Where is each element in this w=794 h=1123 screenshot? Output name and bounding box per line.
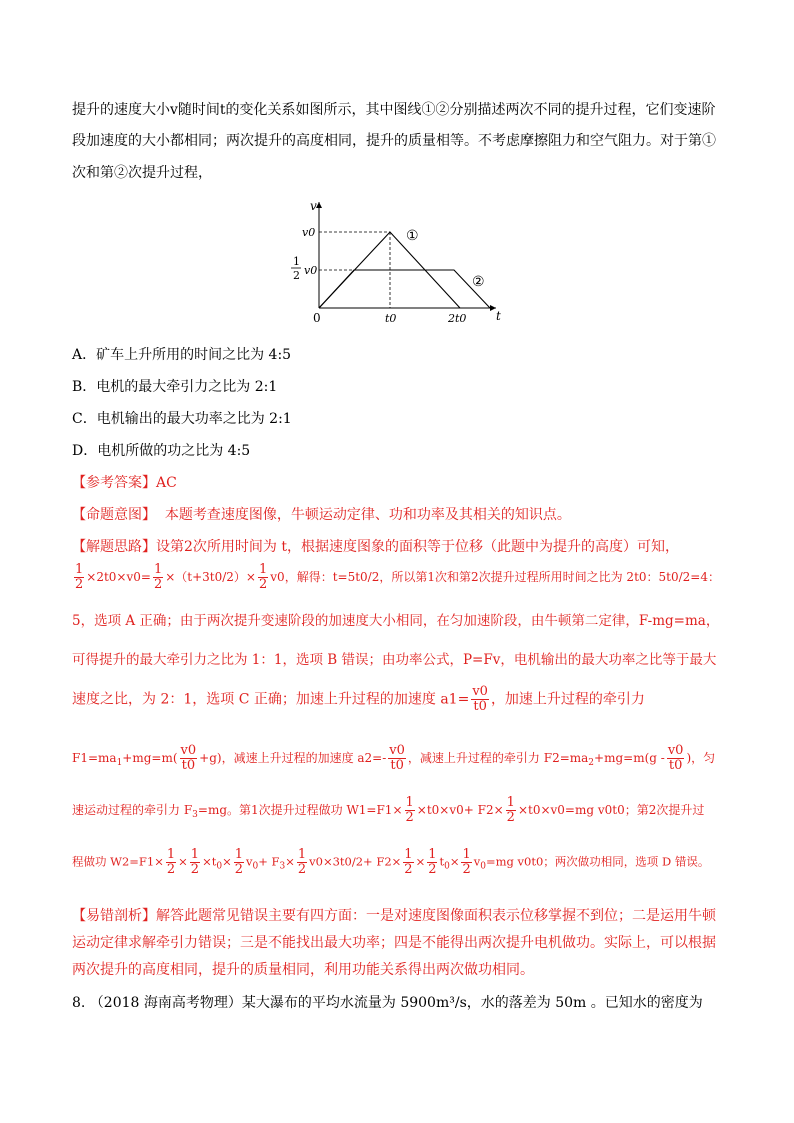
- intent-line: [72, 505, 726, 525]
- analysis-line-1: 【解题思路】设第2次所用时间为 t，根据速度图象的面积等于位移（此题中为提升的高度）可知，: [72, 539, 679, 555]
- x-tick-2t0: 2t0: [448, 312, 467, 325]
- mistakes-tag: 【易错剖析】: [72, 908, 156, 924]
- analysis-line-7: 速运动过程的牵引力 $F_3=mg$。第1次提升过程做功 W1=F1× $\frac{1}{2}$ ×t0×v0+ F2× $\frac{1}{2}$ ×t0×v0=mg v0t0；第2次提升过: [72, 795, 705, 825]
- y-tick-half-den: 2: [293, 269, 300, 282]
- next-question: 8. （2018 海南高考物理）某大瀑布的平均水流量为 5900m³/s，水的落差为 50m 。已知水的密度为: [72, 995, 703, 1011]
- y-axis-label: v: [310, 199, 317, 213]
- option-c: C．电机输出的最大功率之比为 2:1: [72, 411, 292, 427]
- intro-line-1: 提升的速度大小v随时间t的变化关系如图所示，其中图线①②分别描述两次不同的提升过程，它们变速阶: [72, 102, 716, 118]
- y-tick-half-v0: v0: [304, 264, 318, 277]
- analysis-line-8: 程做功 W2=F1× $\frac{1}{2}$ × $\frac{1}{2}$ $\times t_0\times$ $\frac{1}{2}$ $v_0+ F_3\times$ $\frac{1}{2}$ v0×3t0/2+ F2× $\frac{1}{2}$ × $\frac{1}{2}$ $t_0\times$ $\frac{1}{2}$ $v_0=mg$ v0t0；两次做功相同，选项 D 错误。: [72, 847, 710, 877]
- y-tick-v0: v0: [302, 226, 316, 239]
- mistakes-line-2: 运动定律求解牵引力错误；三是不能找出最大功率；四是不能得出两次提升电机做功。实际上，可以根据: [72, 935, 716, 951]
- x-tick-t0: t0: [385, 312, 397, 325]
- mistakes-line-3: 两次提升的高度相同，提升的质量相同，利用功能关系得出两次做功相同。: [72, 962, 534, 978]
- y-tick-half-num: 1: [293, 255, 300, 268]
- curve-2-label: ②: [472, 274, 485, 290]
- analysis-line-2: $\frac{1}{2}$ ×2t0×v0= $\frac{1}{2}$ ×（t+3t0/2）× $\frac{1}{2}$ v0，解得：t=5t0/2，所以第1次和第2次提升过程所用时间之比为 2t0：5t0/2=4：: [75, 562, 720, 592]
- velocity-time-graph: [282, 194, 512, 329]
- analysis-line-6: $F1=ma_1+mg=m$( $\frac{v0}{t0}$ +g)，减速上升过程的加速度 a2=- $\frac{v0}{t0}$ ，减速上升过程的牵引力 $F2=ma_2+mg=m(g$ - $\frac{v0}{t0}$ )，匀: [72, 743, 716, 773]
- curve-1-label: ①: [406, 228, 419, 244]
- option-a: A．矿车上升所用的时间之比为 4:5: [72, 347, 292, 363]
- analysis-tag: 【解题思路】: [72, 539, 156, 555]
- option-b: B．电机的最大牵引力之比为 2:1: [72, 379, 278, 395]
- answer-value: AC: [156, 475, 177, 491]
- curve-2: [319, 270, 490, 308]
- intent-text: 本题考查速度图像，牛顿运动定律、功和功率及其相关的知识点。: [164, 507, 571, 523]
- intro-line-2: 段加速度的大小都相同；两次提升的高度相同，提升的质量相等。不考虑摩擦阻力和空气阻力。对于第①: [72, 133, 716, 149]
- answer-line: [72, 473, 726, 493]
- analysis-line-5: 速度之比，为 2：1，选项 C 正确；加速上升过程的加速度 a1= $\frac{v0}{t0}$ ，加速上升过程的牵引力: [72, 684, 645, 714]
- intro-line-3: 次和第②次提升过程，: [72, 165, 212, 181]
- option-d: D．电机所做的功之比为 4:5: [72, 443, 251, 459]
- analysis-line-4: 可得提升的最大牵引力之比为 1：1，选项 B 错误；由功率公式，P=Fv，电机输出的最大功率之比等于最大: [72, 652, 717, 668]
- intent-tag: 【命题意图】: [72, 507, 156, 523]
- mistakes-line-1: 【易错剖析】解答此题常见错误主要有四方面：一是对速度图像面积表示位移掌握不到位；二是运用牛顿: [72, 908, 716, 924]
- answer-tag: 【参考答案】: [72, 475, 156, 491]
- analysis-line-3: 5，选项 A 正确；由于两次提升变速阶段的加速度大小相同，在匀加速阶段，由牛顿第二定律，F-mg=ma，: [72, 613, 720, 629]
- origin-label: 0: [313, 311, 321, 325]
- x-axis-label: t: [496, 309, 501, 323]
